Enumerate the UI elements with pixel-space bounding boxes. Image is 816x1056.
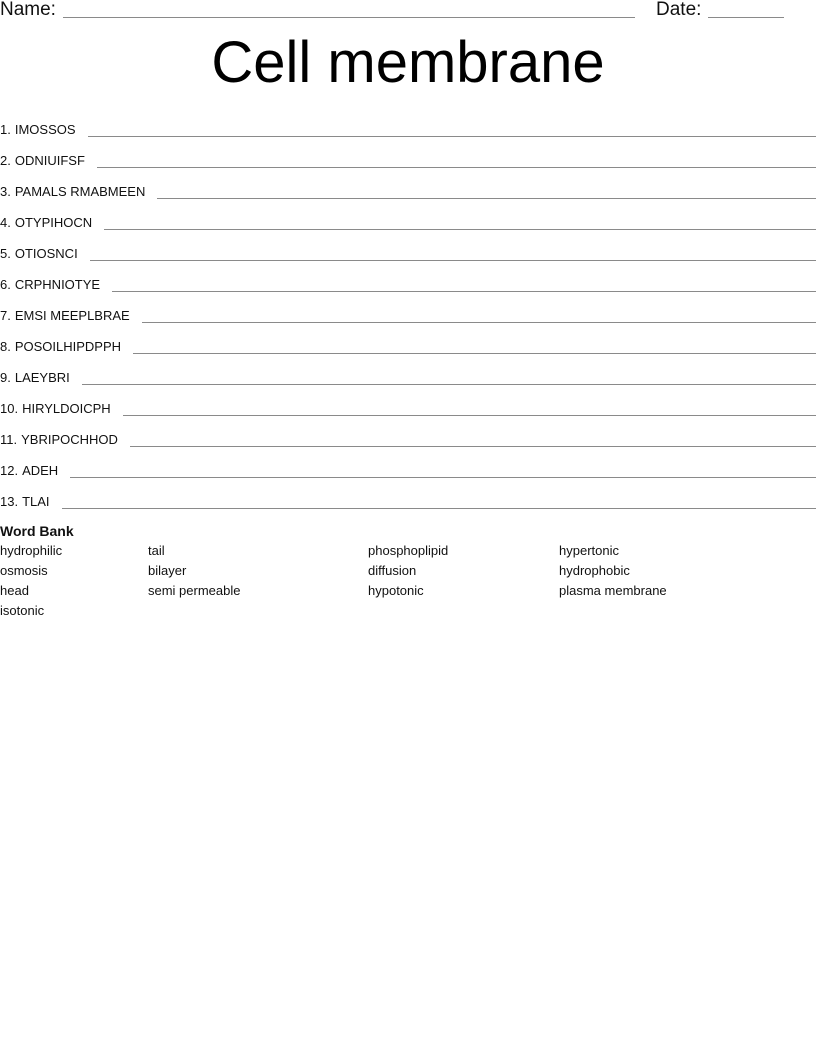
question-row xyxy=(0,172,816,203)
scrambled-word: POSOILHIPDPPH xyxy=(14,339,122,354)
word-bank-item: hypotonic xyxy=(368,583,424,598)
word-bank-item: osmosis xyxy=(0,563,48,578)
question-row xyxy=(0,389,816,420)
answer-line xyxy=(104,229,816,230)
word-bank-item: hydrophilic xyxy=(0,543,63,558)
question-number: 7. xyxy=(0,308,11,323)
question-number: 6. xyxy=(0,277,11,292)
word-bank-item: phosphoplipid xyxy=(368,543,449,558)
header-row xyxy=(0,0,816,22)
question-row xyxy=(0,327,816,358)
answer-line xyxy=(130,446,816,447)
word-bank-item: tail xyxy=(148,543,165,558)
question-row xyxy=(0,141,816,172)
question-number: 4. xyxy=(0,215,11,230)
question-list xyxy=(0,110,816,513)
scrambled-word: PAMALS RMABMEEN xyxy=(14,184,146,199)
question-number: 9. xyxy=(0,370,11,385)
question-row xyxy=(0,358,816,389)
question-row xyxy=(0,234,816,265)
question-number: 1. xyxy=(0,122,11,137)
date-field-line xyxy=(708,17,784,18)
answer-line xyxy=(133,353,816,354)
scrambled-word: ADEH xyxy=(22,463,59,478)
scrambled-word: OTIOSNCI xyxy=(14,246,78,261)
date-label: Date: xyxy=(656,0,702,20)
question-row xyxy=(0,420,816,451)
answer-line xyxy=(123,415,816,416)
scrambled-word: TLAI xyxy=(22,494,50,509)
scrambled-word: EMSI MEEPLBRAE xyxy=(14,308,130,323)
scrambled-word: YBRIPOCHHOD xyxy=(21,432,118,447)
answer-line xyxy=(112,291,816,292)
question-number: 13. xyxy=(0,494,19,509)
worksheet-title: Cell membrane xyxy=(211,30,605,95)
word-bank-item: bilayer xyxy=(148,563,187,578)
answer-line xyxy=(70,477,816,478)
word-bank-item: hypertonic xyxy=(559,543,619,558)
question-row xyxy=(0,482,816,513)
word-bank-item: isotonic xyxy=(0,603,45,618)
scrambled-word: LAEYBRI xyxy=(14,370,70,385)
scrambled-word: IMOSSOS xyxy=(14,122,76,137)
question-number: 8. xyxy=(0,339,11,354)
answer-line xyxy=(90,260,816,261)
answer-line xyxy=(142,322,816,323)
word-bank-title: Word Bank xyxy=(0,523,74,539)
scrambled-word: ODNIUIFSF xyxy=(14,153,85,168)
scrambled-word: OTYPIHOCN xyxy=(14,215,93,230)
word-bank-item: plasma membrane xyxy=(559,583,667,598)
question-number: 12. xyxy=(0,463,19,478)
question-number: 3. xyxy=(0,184,11,199)
question-row xyxy=(0,203,816,234)
question-row xyxy=(0,296,816,327)
word-bank-item: head xyxy=(0,583,29,598)
question-number: 10. xyxy=(0,401,19,416)
question-number: 5. xyxy=(0,246,11,261)
name-label: Name: xyxy=(0,0,56,20)
answer-line xyxy=(97,167,816,168)
word-bank-item: hydrophobic xyxy=(559,563,630,578)
scrambled-word: HIRYLDOICPH xyxy=(22,401,111,416)
question-row xyxy=(0,451,816,482)
answer-line xyxy=(82,384,816,385)
answer-line xyxy=(88,136,816,137)
question-row xyxy=(0,110,816,141)
word-bank-item: diffusion xyxy=(368,563,417,578)
answer-line xyxy=(62,508,816,509)
question-number: 11. xyxy=(0,432,18,447)
name-field-line xyxy=(63,17,635,18)
answer-line xyxy=(157,198,816,199)
scrambled-word: CRPHNIOTYE xyxy=(14,277,101,292)
question-row xyxy=(0,265,816,296)
word-bank-item: semi permeable xyxy=(148,583,241,598)
question-number: 2. xyxy=(0,153,11,168)
